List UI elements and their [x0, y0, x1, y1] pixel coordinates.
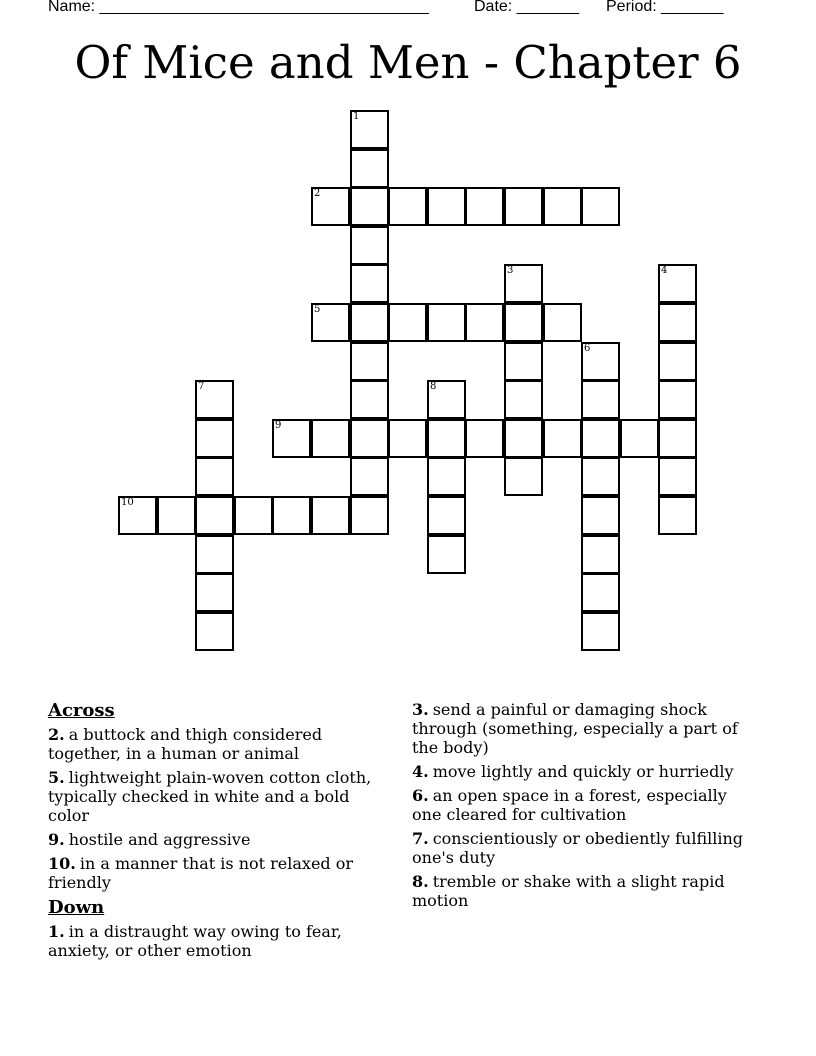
crossword-cell[interactable] [350, 110, 389, 149]
clue-across-10 [48, 854, 388, 892]
crossword-cell[interactable] [311, 496, 350, 535]
crossword-cell[interactable] [272, 419, 311, 458]
clue-text: conscientiously or obediently fulfilling one's duty [412, 829, 744, 867]
crossword-cell[interactable] [427, 457, 466, 496]
clue-down-7 [412, 829, 752, 867]
clue-across-5 [48, 768, 388, 825]
crossword-cell[interactable] [234, 496, 273, 535]
clue-down-3 [412, 700, 752, 757]
clue-number-label: 4 [661, 265, 668, 276]
crossword-cell[interactable] [118, 496, 157, 535]
clue-number: 7. [412, 829, 429, 848]
clue-number: 3. [412, 700, 429, 719]
clue-number-label: 2 [314, 188, 321, 199]
crossword-cell[interactable] [581, 419, 620, 458]
crossword-cell[interactable] [195, 419, 234, 458]
crossword-cell[interactable] [504, 303, 543, 342]
crossword-cell[interactable] [195, 380, 234, 419]
clue-number: 5. [48, 768, 65, 787]
clue-number: 1. [48, 922, 65, 941]
crossword-cell[interactable] [350, 149, 389, 188]
crossword-cell[interactable] [427, 380, 466, 419]
crossword-cell[interactable] [350, 264, 389, 303]
crossword-cell[interactable] [465, 303, 504, 342]
clue-number-label: 6 [584, 343, 591, 354]
crossword-cell[interactable] [581, 457, 620, 496]
crossword-cell[interactable] [543, 303, 582, 342]
clue-number-label: 5 [314, 304, 321, 315]
crossword-cell[interactable] [195, 457, 234, 496]
clue-text: lightweight plain-woven cotton cloth, typically checked in white and a bold color [48, 768, 372, 825]
crossword-cell[interactable] [350, 303, 389, 342]
crossword-cell[interactable] [311, 187, 350, 226]
crossword-cell[interactable] [350, 457, 389, 496]
clue-number-label: 9 [275, 420, 282, 431]
clue-down-6 [412, 786, 752, 824]
clue-number: 2. [48, 725, 65, 744]
crossword-cell[interactable] [427, 303, 466, 342]
date-field-label: Date: _______ [474, 0, 579, 15]
crossword-cell[interactable] [504, 419, 543, 458]
clues-right-column [412, 700, 752, 915]
crossword-cell[interactable] [658, 264, 697, 303]
crossword-cell[interactable] [658, 496, 697, 535]
down-heading: Down [48, 897, 105, 918]
crossword-cell[interactable] [195, 535, 234, 574]
crossword-cell[interactable] [388, 187, 427, 226]
clue-number: 8. [412, 872, 429, 891]
clue-number: 6. [412, 786, 429, 805]
crossword-cell[interactable] [620, 419, 659, 458]
name-field-label: Name: _____________________________________ [48, 0, 429, 15]
clue-down-4 [412, 762, 752, 781]
crossword-cell[interactable] [195, 496, 234, 535]
clue-text: hostile and aggressive [68, 830, 251, 849]
crossword-cell[interactable] [543, 419, 582, 458]
across-heading: Across [48, 700, 115, 721]
clue-down-8 [412, 872, 752, 910]
crossword-cell[interactable] [272, 496, 311, 535]
crossword-cell[interactable] [504, 264, 543, 303]
crossword-cell[interactable] [157, 496, 196, 535]
crossword-cell[interactable] [504, 342, 543, 381]
crossword-cell[interactable] [311, 419, 350, 458]
crossword-cell[interactable] [581, 573, 620, 612]
crossword-cell[interactable] [350, 380, 389, 419]
clue-number: 9. [48, 830, 65, 849]
crossword-cell[interactable] [581, 612, 620, 651]
crossword-cell[interactable] [504, 187, 543, 226]
crossword-cell[interactable] [658, 380, 697, 419]
crossword-cell[interactable] [427, 187, 466, 226]
crossword-cell[interactable] [581, 187, 620, 226]
crossword-cell[interactable] [427, 419, 466, 458]
crossword-cell[interactable] [581, 342, 620, 381]
clue-text: tremble or shake with a slight rapid motion [412, 872, 725, 910]
clue-down-1 [48, 922, 388, 960]
crossword-cell[interactable] [195, 573, 234, 612]
crossword-cell[interactable] [658, 303, 697, 342]
crossword-cell[interactable] [543, 187, 582, 226]
crossword-cell[interactable] [581, 535, 620, 574]
period-field-label: Period: _______ [606, 0, 724, 15]
clue-across-2 [48, 725, 388, 763]
crossword-cell[interactable] [581, 496, 620, 535]
crossword-cell[interactable] [350, 187, 389, 226]
clue-number-label: 10 [121, 497, 134, 508]
clue-text: a buttock and thigh considered together, in a human or animal [48, 725, 323, 763]
crossword-cell[interactable] [350, 226, 389, 265]
crossword-cell[interactable] [658, 457, 697, 496]
crossword-cell[interactable] [388, 303, 427, 342]
crossword-cell[interactable] [658, 342, 697, 381]
crossword-cell[interactable] [350, 496, 389, 535]
clue-text: an open space in a forest, especially one cleared for cultivation [412, 786, 727, 824]
crossword-cell[interactable] [388, 419, 427, 458]
clue-number: 10. [48, 854, 76, 873]
crossword-cell[interactable] [465, 419, 504, 458]
clues-left-column [48, 700, 388, 965]
crossword-cell[interactable] [311, 303, 350, 342]
clue-text: move lightly and quickly or hurriedly [432, 762, 734, 781]
crossword-cell[interactable] [658, 419, 697, 458]
page-title: Of Mice and Men - Chapter 6 [74, 36, 742, 89]
clue-number-label: 1 [353, 111, 360, 122]
crossword-cell[interactable] [581, 380, 620, 419]
clue-across-9 [48, 830, 388, 849]
crossword-cell[interactable] [427, 535, 466, 574]
crossword-cell[interactable] [504, 457, 543, 496]
crossword-cell[interactable] [350, 419, 389, 458]
clue-text: in a manner that is not relaxed or friendly [48, 854, 354, 892]
clue-number-label: 7 [198, 381, 205, 392]
crossword-cell[interactable] [427, 496, 466, 535]
crossword-cell[interactable] [465, 187, 504, 226]
clue-text: send a painful or damaging shock through (something, especially a part of the body) [412, 700, 738, 757]
clue-number-label: 8 [430, 381, 437, 392]
crossword-cell[interactable] [195, 612, 234, 651]
clue-text: in a distraught way owing to fear, anxiety, or other emotion [48, 922, 342, 960]
clue-number: 4. [412, 762, 429, 781]
crossword-cell[interactable] [350, 342, 389, 381]
crossword-cell[interactable] [504, 380, 543, 419]
clue-number-label: 3 [507, 265, 514, 276]
